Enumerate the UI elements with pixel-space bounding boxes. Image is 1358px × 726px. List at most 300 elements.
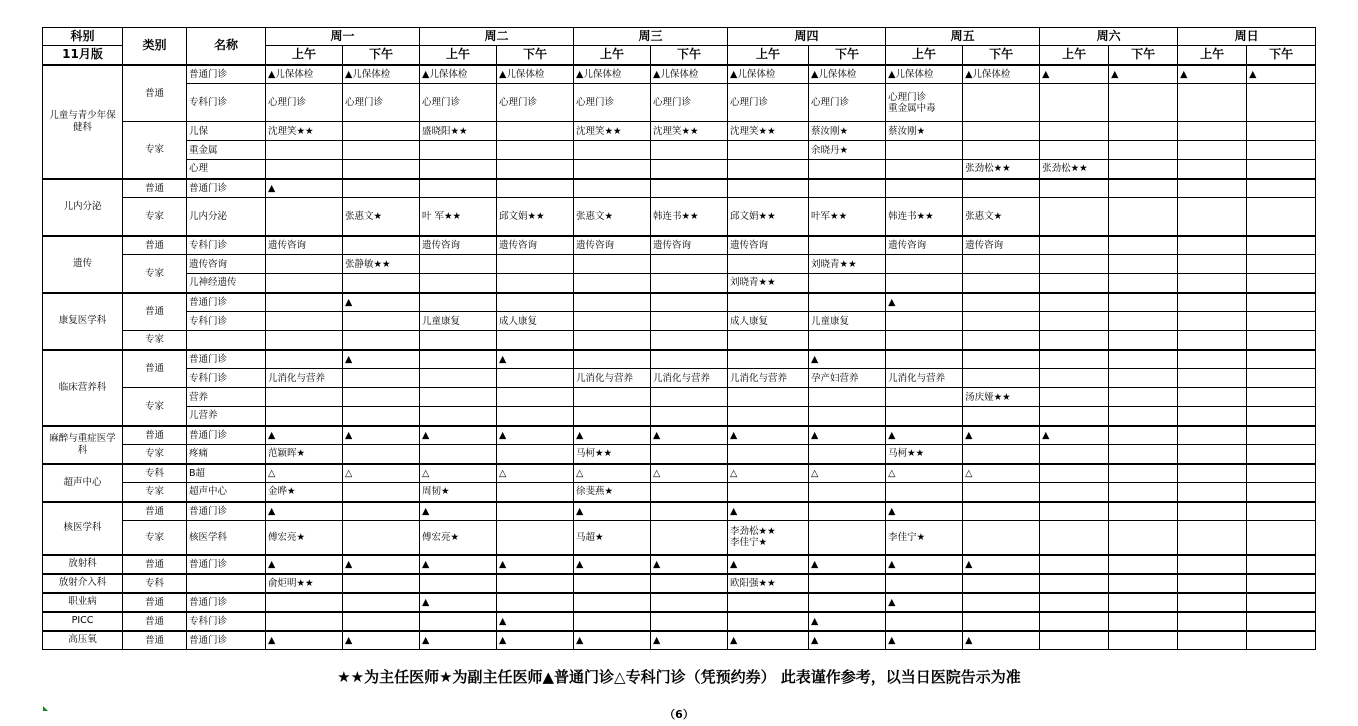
schedule-cell bbox=[963, 331, 1040, 350]
table-row bbox=[43, 612, 1316, 631]
clinic-type: 专科 bbox=[123, 574, 187, 593]
schedule-cell: 李佳宁★ bbox=[886, 521, 963, 555]
schedule-cell bbox=[1247, 236, 1316, 255]
table-row bbox=[43, 141, 1316, 160]
schedule-cell bbox=[343, 521, 420, 555]
schedule-cell bbox=[1040, 574, 1109, 593]
table-row bbox=[43, 502, 1316, 521]
schedule-cell bbox=[343, 141, 420, 160]
clinic-type: 专科 bbox=[123, 464, 187, 483]
schedule-cell bbox=[651, 141, 728, 160]
clinic-name: 普通门诊 bbox=[187, 593, 266, 612]
header-day: 周五 bbox=[886, 28, 1040, 46]
schedule-cell bbox=[266, 312, 343, 331]
clinic-type: 普通 bbox=[123, 236, 187, 255]
schedule-cell bbox=[1040, 122, 1109, 141]
schedule-cell: 刘晓青★★ bbox=[728, 274, 809, 293]
schedule-cell bbox=[1247, 84, 1316, 122]
schedule-cell: 遗传咨询 bbox=[420, 236, 497, 255]
clinic-type: 专家 bbox=[123, 388, 187, 426]
schedule-cell bbox=[1040, 407, 1109, 426]
schedule-cell bbox=[963, 521, 1040, 555]
schedule-cell: ▲ bbox=[574, 426, 651, 445]
schedule-cell bbox=[1178, 179, 1247, 198]
schedule-cell: 韩连书★★ bbox=[886, 198, 963, 236]
schedule-cell: ▲儿保体检 bbox=[343, 65, 420, 84]
schedule-cell bbox=[651, 312, 728, 331]
schedule-cell bbox=[574, 407, 651, 426]
schedule-cell bbox=[651, 483, 728, 502]
schedule-cell bbox=[1109, 312, 1178, 331]
schedule-cell bbox=[1040, 483, 1109, 502]
schedule-cell: ▲ bbox=[420, 593, 497, 612]
schedule-cell bbox=[728, 179, 809, 198]
table-row bbox=[43, 122, 1316, 141]
schedule-cell bbox=[1247, 612, 1316, 631]
schedule-cell bbox=[1040, 236, 1109, 255]
clinic-name: 儿保 bbox=[187, 122, 266, 141]
schedule-cell bbox=[497, 255, 574, 274]
schedule-cell bbox=[1109, 84, 1178, 122]
schedule-cell: ▲ bbox=[1109, 65, 1178, 84]
schedule-cell: 遗传咨询 bbox=[574, 236, 651, 255]
schedule-cell bbox=[343, 236, 420, 255]
schedule-cell bbox=[266, 350, 343, 369]
department-name: 儿童与青少年保健科 bbox=[43, 65, 123, 179]
schedule-cell bbox=[1040, 331, 1109, 350]
schedule-cell bbox=[343, 593, 420, 612]
schedule-cell bbox=[809, 521, 886, 555]
schedule-cell: ▲ bbox=[420, 426, 497, 445]
schedule-cell bbox=[728, 160, 809, 179]
schedule-cell bbox=[651, 612, 728, 631]
schedule-cell bbox=[728, 407, 809, 426]
schedule-cell bbox=[1040, 369, 1109, 388]
schedule-cell bbox=[1247, 179, 1316, 198]
schedule-cell bbox=[1178, 141, 1247, 160]
schedule-cell: 遗传咨询 bbox=[728, 236, 809, 255]
clinic-name: 普通门诊 bbox=[187, 293, 266, 312]
schedule-cell: ▲儿保体检 bbox=[728, 65, 809, 84]
schedule-cell: ▲ bbox=[963, 426, 1040, 445]
header-day: 周二 bbox=[420, 28, 574, 46]
schedule-cell bbox=[1040, 464, 1109, 483]
clinic-name bbox=[187, 331, 266, 350]
schedule-cell bbox=[1178, 274, 1247, 293]
schedule-cell bbox=[1178, 236, 1247, 255]
department-name: 遗传 bbox=[43, 236, 123, 293]
schedule-cell: ▲ bbox=[266, 502, 343, 521]
schedule-cell bbox=[1109, 388, 1178, 407]
schedule-cell bbox=[420, 141, 497, 160]
schedule-cell bbox=[497, 369, 574, 388]
schedule-cell: 张惠文★ bbox=[574, 198, 651, 236]
schedule-cell bbox=[1247, 388, 1316, 407]
schedule-cell bbox=[343, 483, 420, 502]
schedule-cell: 盛晓阳★★ bbox=[420, 122, 497, 141]
schedule-cell bbox=[343, 445, 420, 464]
schedule-cell bbox=[1109, 521, 1178, 555]
schedule-cell bbox=[497, 388, 574, 407]
clinic-name: 普通门诊 bbox=[187, 555, 266, 574]
schedule-cell bbox=[728, 141, 809, 160]
schedule-cell: △ bbox=[420, 464, 497, 483]
header-pm: 下午 bbox=[343, 46, 420, 65]
schedule-cell bbox=[1247, 483, 1316, 502]
table-row bbox=[43, 426, 1316, 445]
schedule-cell: 俞炬明★★ bbox=[266, 574, 343, 593]
schedule-cell bbox=[343, 388, 420, 407]
clinic-type: 普通 bbox=[123, 426, 187, 445]
schedule-cell bbox=[963, 293, 1040, 312]
header-pm: 下午 bbox=[1109, 46, 1178, 65]
schedule-cell bbox=[886, 312, 963, 331]
schedule-cell: ▲儿保体检 bbox=[651, 65, 728, 84]
schedule-cell bbox=[266, 593, 343, 612]
schedule-cell: 儿消化与营养 bbox=[728, 369, 809, 388]
schedule-cell bbox=[1109, 445, 1178, 464]
schedule-cell bbox=[651, 502, 728, 521]
department-name: 高压氧 bbox=[43, 631, 123, 650]
clinic-type: 普通 bbox=[123, 179, 187, 198]
table-row bbox=[43, 179, 1316, 198]
schedule-cell: 沈理笑★★ bbox=[266, 122, 343, 141]
clinic-name: 超声中心 bbox=[187, 483, 266, 502]
schedule-cell bbox=[497, 407, 574, 426]
schedule-cell: ▲ bbox=[886, 502, 963, 521]
schedule-cell bbox=[886, 388, 963, 407]
schedule-cell bbox=[809, 483, 886, 502]
schedule-cell bbox=[1109, 483, 1178, 502]
schedule-cell: 心理门诊 bbox=[497, 84, 574, 122]
clinic-type: 专家 bbox=[123, 198, 187, 236]
clinic-name: 儿内分泌 bbox=[187, 198, 266, 236]
schedule-cell bbox=[574, 350, 651, 369]
schedule-cell: ▲ bbox=[728, 631, 809, 650]
schedule-cell: ▲ bbox=[1040, 65, 1109, 84]
schedule-cell bbox=[574, 160, 651, 179]
schedule-cell bbox=[1040, 274, 1109, 293]
schedule-cell bbox=[886, 179, 963, 198]
schedule-cell bbox=[809, 445, 886, 464]
schedule-cell bbox=[497, 122, 574, 141]
schedule-cell bbox=[420, 274, 497, 293]
schedule-cell: ▲ bbox=[574, 555, 651, 574]
schedule-cell bbox=[574, 274, 651, 293]
clinic-type: 专家 bbox=[123, 483, 187, 502]
schedule-cell: 心理门诊 bbox=[266, 84, 343, 122]
schedule-cell: ▲ bbox=[266, 631, 343, 650]
schedule-cell bbox=[1178, 521, 1247, 555]
schedule-cell bbox=[886, 350, 963, 369]
table-row bbox=[43, 198, 1316, 236]
schedule-cell bbox=[343, 331, 420, 350]
schedule-cell bbox=[809, 293, 886, 312]
schedule-cell bbox=[1109, 141, 1178, 160]
schedule-cell: 张惠文★ bbox=[343, 198, 420, 236]
schedule-cell bbox=[1247, 331, 1316, 350]
schedule-cell: 心理门诊 bbox=[343, 84, 420, 122]
schedule-cell bbox=[1178, 593, 1247, 612]
schedule-cell: △ bbox=[497, 464, 574, 483]
schedule-cell bbox=[886, 407, 963, 426]
schedule-cell: ▲儿保体检 bbox=[266, 65, 343, 84]
department-name: 康复医学科 bbox=[43, 293, 123, 350]
schedule-cell bbox=[1247, 198, 1316, 236]
schedule-cell bbox=[1247, 574, 1316, 593]
schedule-cell bbox=[1109, 122, 1178, 141]
header-row-days bbox=[43, 28, 1316, 46]
header-pm: 下午 bbox=[1247, 46, 1316, 65]
schedule-cell: ▲儿保体检 bbox=[420, 65, 497, 84]
schedule-cell bbox=[963, 369, 1040, 388]
schedule-cell bbox=[1040, 198, 1109, 236]
schedule-cell bbox=[651, 407, 728, 426]
schedule-cell: 心理门诊 bbox=[809, 84, 886, 122]
clinic-type: 专家 bbox=[123, 255, 187, 293]
schedule-cell: ▲ bbox=[728, 426, 809, 445]
clinic-name: 普通门诊 bbox=[187, 502, 266, 521]
schedule-cell: 心理门诊 重金属中毒 bbox=[886, 84, 963, 122]
schedule-cell: 马柯★★ bbox=[574, 445, 651, 464]
schedule-cell: ▲ bbox=[886, 593, 963, 612]
schedule-cell: ▲ bbox=[1178, 65, 1247, 84]
schedule-cell: △ bbox=[728, 464, 809, 483]
schedule-cell bbox=[1247, 521, 1316, 555]
clinic-type: 普通 bbox=[123, 293, 187, 331]
schedule-cell bbox=[497, 331, 574, 350]
schedule-cell bbox=[420, 293, 497, 312]
schedule-cell bbox=[1040, 141, 1109, 160]
schedule-cell: ▲ bbox=[574, 631, 651, 650]
schedule-cell bbox=[343, 502, 420, 521]
schedule-cell bbox=[1178, 631, 1247, 650]
clinic-name: 疼痛 bbox=[187, 445, 266, 464]
schedule-cell bbox=[420, 407, 497, 426]
schedule-cell bbox=[497, 274, 574, 293]
clinic-name: 专科门诊 bbox=[187, 369, 266, 388]
table-row bbox=[43, 331, 1316, 350]
schedule-cell: ▲ bbox=[343, 293, 420, 312]
schedule-cell: 成人康复 bbox=[497, 312, 574, 331]
schedule-cell bbox=[1109, 555, 1178, 574]
schedule-cell bbox=[651, 574, 728, 593]
header-day: 周一 bbox=[266, 28, 420, 46]
schedule-cell bbox=[886, 141, 963, 160]
schedule-cell: ▲ bbox=[497, 555, 574, 574]
clinic-type: 普通 bbox=[123, 593, 187, 612]
schedule-cell bbox=[1040, 593, 1109, 612]
schedule-cell: ▲儿保体检 bbox=[886, 65, 963, 84]
schedule-cell bbox=[1178, 293, 1247, 312]
schedule-cell bbox=[963, 84, 1040, 122]
schedule-cell: ▲儿保体检 bbox=[497, 65, 574, 84]
table-row bbox=[43, 312, 1316, 331]
header-am: 上午 bbox=[574, 46, 651, 65]
schedule-cell bbox=[1247, 593, 1316, 612]
schedule-cell bbox=[497, 141, 574, 160]
schedule-cell bbox=[574, 331, 651, 350]
schedule-cell bbox=[266, 293, 343, 312]
schedule-cell bbox=[1109, 293, 1178, 312]
schedule-cell bbox=[728, 612, 809, 631]
schedule-cell bbox=[1109, 274, 1178, 293]
schedule-cell: △ bbox=[886, 464, 963, 483]
schedule-cell: 沈理笑★★ bbox=[651, 122, 728, 141]
schedule-cell bbox=[963, 502, 1040, 521]
schedule-cell: △ bbox=[574, 464, 651, 483]
schedule-cell bbox=[343, 160, 420, 179]
schedule-cell bbox=[1178, 255, 1247, 274]
schedule-cell bbox=[809, 179, 886, 198]
schedule-cell: 沈理笑★★ bbox=[728, 122, 809, 141]
schedule-cell: ▲儿保体检 bbox=[963, 65, 1040, 84]
schedule-cell bbox=[963, 312, 1040, 331]
schedule-cell bbox=[651, 160, 728, 179]
schedule-cell: ▲ bbox=[886, 631, 963, 650]
department-name: 超声中心 bbox=[43, 464, 123, 502]
schedule-cell bbox=[266, 388, 343, 407]
schedule-cell bbox=[1247, 255, 1316, 274]
clinic-name: 普通门诊 bbox=[187, 631, 266, 650]
schedule-cell: 成人康复 bbox=[728, 312, 809, 331]
schedule-cell: ▲ bbox=[1040, 426, 1109, 445]
department-name: 麻醉与重症医学科 bbox=[43, 426, 123, 464]
schedule-cell bbox=[1247, 141, 1316, 160]
schedule-cell bbox=[497, 593, 574, 612]
schedule-cell bbox=[963, 141, 1040, 160]
schedule-cell: 张惠文★ bbox=[963, 198, 1040, 236]
schedule-cell bbox=[651, 274, 728, 293]
schedule-cell bbox=[420, 331, 497, 350]
schedule-cell bbox=[574, 141, 651, 160]
clinic-name: 儿营养 bbox=[187, 407, 266, 426]
schedule-cell bbox=[809, 236, 886, 255]
schedule-cell bbox=[420, 255, 497, 274]
clinic-name: 专科门诊 bbox=[187, 612, 266, 631]
schedule-cell bbox=[343, 179, 420, 198]
schedule-cell bbox=[1040, 350, 1109, 369]
schedule-cell: 傅宏亮★ bbox=[420, 521, 497, 555]
schedule-cell bbox=[1040, 293, 1109, 312]
table-row bbox=[43, 521, 1316, 555]
schedule-cell bbox=[343, 274, 420, 293]
schedule-cell bbox=[963, 274, 1040, 293]
schedule-cell: ▲ bbox=[266, 179, 343, 198]
schedule-cell bbox=[574, 388, 651, 407]
schedule-cell: 叶军★★ bbox=[809, 198, 886, 236]
schedule-cell: 儿童康复 bbox=[420, 312, 497, 331]
schedule-cell bbox=[1247, 122, 1316, 141]
schedule-cell: ▲ bbox=[497, 612, 574, 631]
clinic-name: 普通门诊 bbox=[187, 179, 266, 198]
schedule-cell bbox=[1040, 84, 1109, 122]
table-row bbox=[43, 350, 1316, 369]
clinic-type: 专家 bbox=[123, 521, 187, 555]
clinic-name: 营养 bbox=[187, 388, 266, 407]
schedule-cell: 傅宏亮★ bbox=[266, 521, 343, 555]
schedule-cell: ▲ bbox=[343, 350, 420, 369]
schedule-cell bbox=[651, 350, 728, 369]
clinic-type: 专家 bbox=[123, 445, 187, 464]
schedule-cell bbox=[1040, 255, 1109, 274]
schedule-cell bbox=[497, 160, 574, 179]
table-row bbox=[43, 631, 1316, 650]
schedule-cell bbox=[420, 160, 497, 179]
clinic-name: 普通门诊 bbox=[187, 65, 266, 84]
clinic-type: 专家 bbox=[123, 122, 187, 179]
schedule-cell: ▲ bbox=[963, 631, 1040, 650]
schedule-cell bbox=[886, 160, 963, 179]
schedule-cell bbox=[1247, 426, 1316, 445]
schedule-cell: 周韧★ bbox=[420, 483, 497, 502]
schedule-cell bbox=[1247, 350, 1316, 369]
table-row bbox=[43, 407, 1316, 426]
schedule-cell bbox=[1109, 369, 1178, 388]
schedule-cell bbox=[497, 521, 574, 555]
table-row bbox=[43, 255, 1316, 274]
schedule-cell bbox=[1247, 293, 1316, 312]
schedule-cell bbox=[1178, 369, 1247, 388]
schedule-cell bbox=[1178, 198, 1247, 236]
department-name: 放射介入科 bbox=[43, 574, 123, 593]
schedule-cell bbox=[1109, 502, 1178, 521]
schedule-cell bbox=[1178, 555, 1247, 574]
schedule-cell bbox=[963, 350, 1040, 369]
schedule-cell bbox=[497, 293, 574, 312]
clinic-name: 儿神经遗传 bbox=[187, 274, 266, 293]
schedule-cell bbox=[1040, 179, 1109, 198]
legend-note: ★★为主任医师★为副主任医师▲普通门诊△专科门诊（凭预约券） 此表谨作参考，以当日医院告示为准 bbox=[337, 668, 1021, 686]
schedule-cell: ▲ bbox=[497, 426, 574, 445]
schedule-cell bbox=[1247, 160, 1316, 179]
table-row bbox=[43, 274, 1316, 293]
schedule-cell bbox=[1247, 445, 1316, 464]
schedule-cell bbox=[728, 293, 809, 312]
schedule-cell bbox=[1178, 388, 1247, 407]
schedule-cell bbox=[266, 331, 343, 350]
schedule-cell: △ bbox=[343, 464, 420, 483]
department-name: 放射科 bbox=[43, 555, 123, 574]
schedule-cell: 儿消化与营养 bbox=[651, 369, 728, 388]
clinic-name: 专科门诊 bbox=[187, 84, 266, 122]
schedule-cell bbox=[963, 255, 1040, 274]
schedule-cell: ▲ bbox=[651, 426, 728, 445]
schedule-cell bbox=[343, 612, 420, 631]
schedule-cell bbox=[1247, 274, 1316, 293]
schedule-cell: 欧阳强★★ bbox=[728, 574, 809, 593]
clinic-type: 普通 bbox=[123, 350, 187, 388]
schedule-cell bbox=[420, 350, 497, 369]
schedule-cell: 蔡汝刚★ bbox=[886, 122, 963, 141]
schedule-cell bbox=[1109, 350, 1178, 369]
schedule-cell bbox=[728, 331, 809, 350]
schedule-cell bbox=[1178, 464, 1247, 483]
schedule-cell bbox=[809, 407, 886, 426]
schedule-body bbox=[43, 65, 1316, 650]
schedule-cell: ▲ bbox=[651, 555, 728, 574]
schedule-cell bbox=[809, 160, 886, 179]
header-type: 类别 bbox=[123, 28, 187, 65]
clinic-name: 心理 bbox=[187, 160, 266, 179]
schedule-cell: ▲ bbox=[651, 631, 728, 650]
schedule-cell: ▲ bbox=[497, 631, 574, 650]
schedule-cell: ▲ bbox=[420, 555, 497, 574]
schedule-cell: ▲ bbox=[963, 555, 1040, 574]
schedule-cell: 张劲松★★ bbox=[1040, 160, 1109, 179]
department-name: PICC bbox=[43, 612, 123, 631]
schedule-cell bbox=[809, 274, 886, 293]
